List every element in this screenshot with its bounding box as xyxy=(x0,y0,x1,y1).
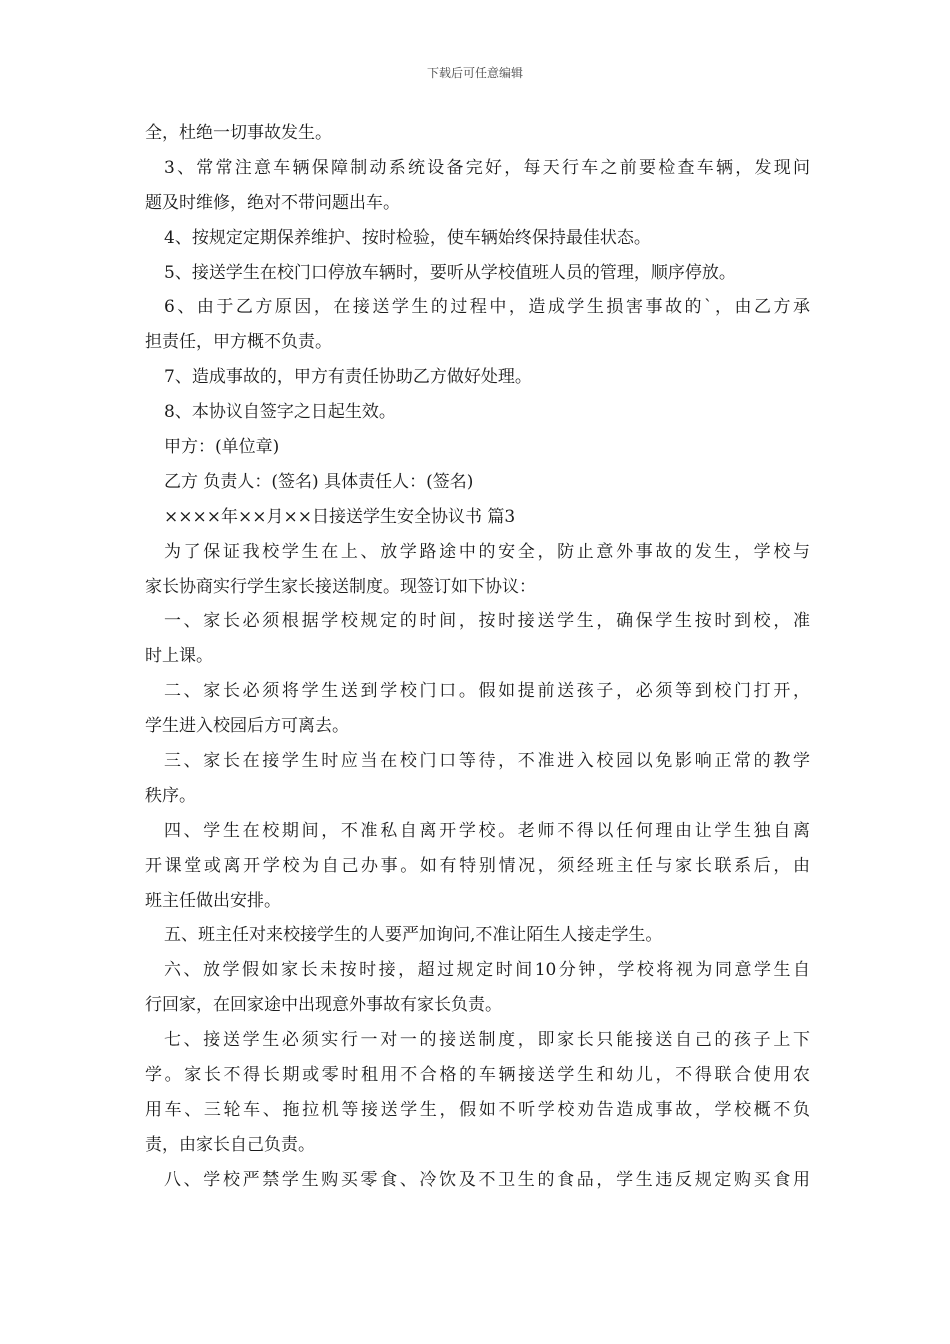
text-line: 一、家长必须根据学校规定的时间，按时接送学生，确保学生按时到校，准 xyxy=(164,611,810,632)
text-line: 8、本协议自签字之日起生效。 xyxy=(164,402,396,423)
text-line: 六、放学假如家长未按时接，超过规定时间10分钟，学校将视为同意学生自 xyxy=(164,960,810,981)
text-line: 题及时维修，绝对不带问题出车。 xyxy=(145,192,400,213)
text-line: 家长协商实行学生家长接送制度。现签订如下协议： xyxy=(145,576,536,597)
page-header: 下载后可任意编辑 xyxy=(426,66,523,80)
document-body xyxy=(145,116,810,1198)
text-line: 乙方 负责人：(签名) 具体责任人：(签名) xyxy=(164,471,474,492)
text-line: 7、造成事故的，甲方有责任协助乙方做好处理。 xyxy=(164,367,532,388)
text-line: 时上课。 xyxy=(145,646,213,667)
text-line: 4、按规定定期保养维护、按时检验，使车辆始终保持最佳状态。 xyxy=(164,227,651,248)
text-line: 学生进入校园后方可离去。 xyxy=(145,716,349,737)
text-line: 五、班主任对来校接学生的人要严加询问,不准让陌生人接走学生。 xyxy=(164,925,663,946)
text-line: 全，杜绝一切事故发生。 xyxy=(145,123,332,143)
text-line: 四、学生在校期间，不准私自离开学校。老师不得以任何理由让学生独自离 xyxy=(164,820,810,841)
text-line: 用车、三轮车、拖拉机等接送学生，假如不听学校劝告造成事故，学校概不负 xyxy=(145,1099,810,1120)
text-line: 为了保证我校学生在上、放学路途中的安全，防止意外事故的发生，学校与 xyxy=(164,541,810,562)
text-line: 5、接送学生在校门口停放车辆时，要听从学校值班人员的管理，顺序停放。 xyxy=(164,262,736,283)
text-line: 七、接送学生必须实行一对一的接送制度，即家长只能接送自己的孩子上下 xyxy=(164,1030,810,1051)
text-line: 学。家长不得长期或零时租用不合格的车辆接送学生和幼儿，不得联合使用农 xyxy=(145,1065,810,1086)
text-line: 责，由家长自己负责。 xyxy=(145,1134,315,1155)
text-line: 担责任，甲方概不负责。 xyxy=(145,332,332,353)
text-line: 6、由于乙方原因，在接送学生的过程中，造成学生损害事故的`，由乙方承 xyxy=(164,297,810,318)
text-line: 秩序。 xyxy=(145,785,196,806)
text-line: 三、家长在接学生时应当在校门口等待，不准进入校园以免影响正常的教学 xyxy=(164,751,810,772)
text-line: 3、常常注意车辆保障制动系统设备完好，每天行车之前要检查车辆，发现问 xyxy=(164,157,810,178)
text-line: 八、学校严禁学生购买零食、冷饮及不卫生的食品，学生违反规定购买食用 xyxy=(164,1169,810,1190)
text-line: ××××年××月××日接送学生安全协议书 篇3 xyxy=(164,506,516,527)
text-line: 行回家，在回家途中出现意外事故有家长负责。 xyxy=(145,995,502,1016)
text-line: 甲方：(单位章) xyxy=(164,437,280,458)
text-line: 二、家长必须将学生送到学校门口。假如提前送孩子，必须等到校门打开， xyxy=(164,681,810,702)
text-line: 班主任做出安排。 xyxy=(145,890,281,911)
text-line: 开课堂或离开学校为自己办事。如有特别情况，须经班主任与家长联系后，由 xyxy=(145,855,810,876)
